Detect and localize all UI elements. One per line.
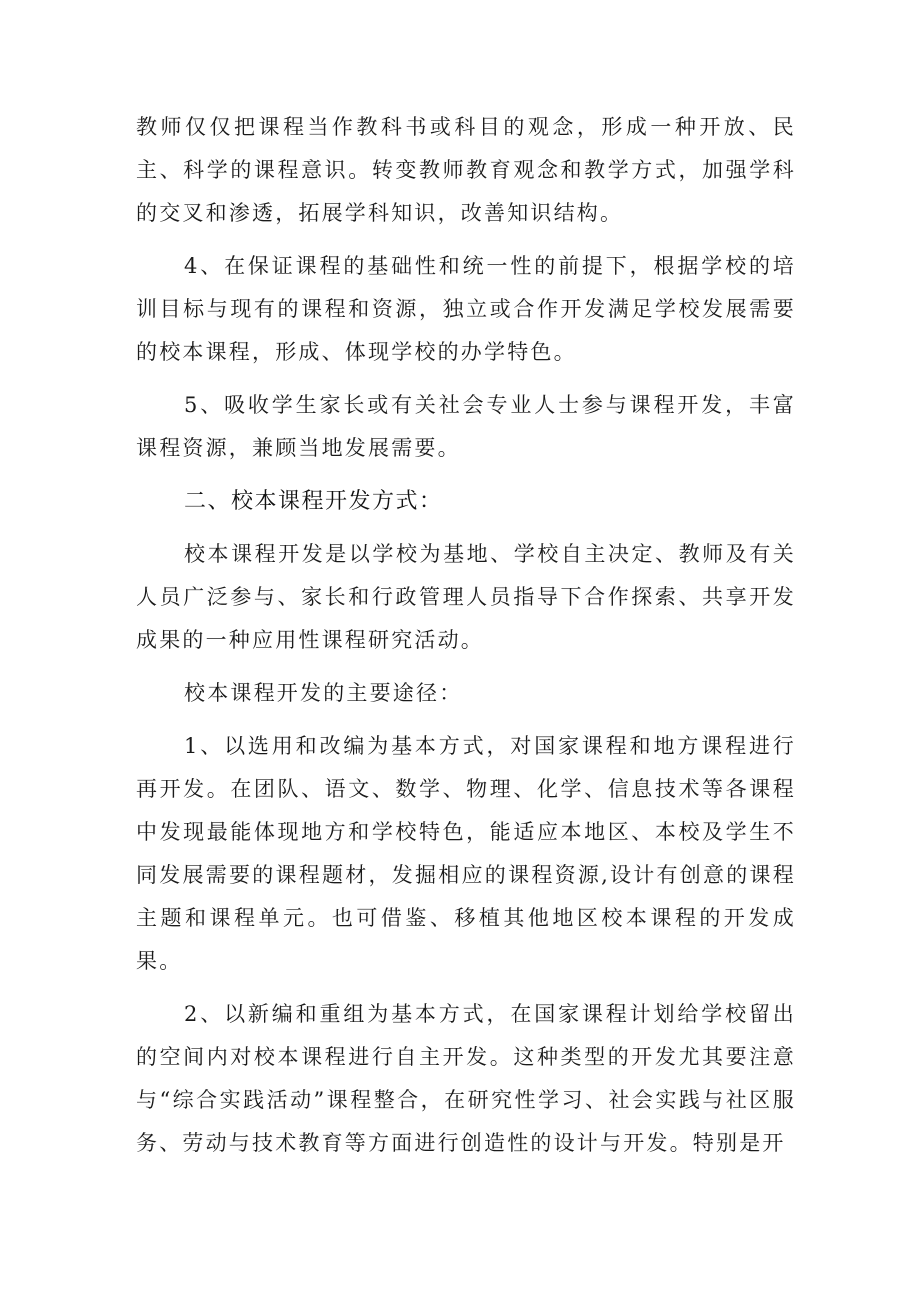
paragraph-definition: 校本课程开发是以学校为基地、学校自主决定、教师及有关人员广泛参与、家长和行政管理人员指导下合作探索、共享开发成果的一种应用性课程研究活动。 (136, 542, 796, 652)
document-body (136, 106, 796, 1175)
paragraph-continuation: 教师仅仅把课程当作教科书或科目的观念，形成一种开放、民主、科学的课程意识。转变教师教育观念和教学方式，加强学科的交叉和渗透，拓展学科知识，改善知识结构。 (136, 115, 796, 225)
paragraph-item-4: 4、在保证课程的基础性和统一性的前提下，根据学校的培训目标与现有的课程和资源，独立或合作开发满足学校发展需要的校本课程，形成、体现学校的办学特色。 (136, 254, 796, 364)
paragraph-route-1: 1、以选用和改编为基本方式，对国家课程和地方课程进行再开发。在团队、语文、数学、物理、化学、信息技术等各课程中发现最能体现地方和学校特色，能适应本地区、本校及学生不同发展需要的课程题材，发掘相应的课程资源,设计有创意的课程主题和课程单元。也可借鉴、移植其他地区校本课程的开发成果。 (136, 734, 796, 973)
paragraph-routes-intro: 校本课程开发的主要途径： (184, 681, 463, 705)
paragraph-item-5: 5、吸收学生家长或有关社会专业人士参与课程开发，丰富课程资源，兼顾当地发展需要。 (136, 393, 796, 460)
paragraph-route-2: 2、以新编和重组为基本方式，在国家课程计划给学校留出的空间内对校本课程进行自主开发。这种类型的开发尤其要注意与“综合实践活动”课程整合，在研究性学习、社会实践与社区服务、劳动与技术教育等方面进行创造性的设计与开发。特别是开 (136, 1002, 796, 1155)
section-heading: 二、校本课程开发方式： (184, 489, 443, 514)
